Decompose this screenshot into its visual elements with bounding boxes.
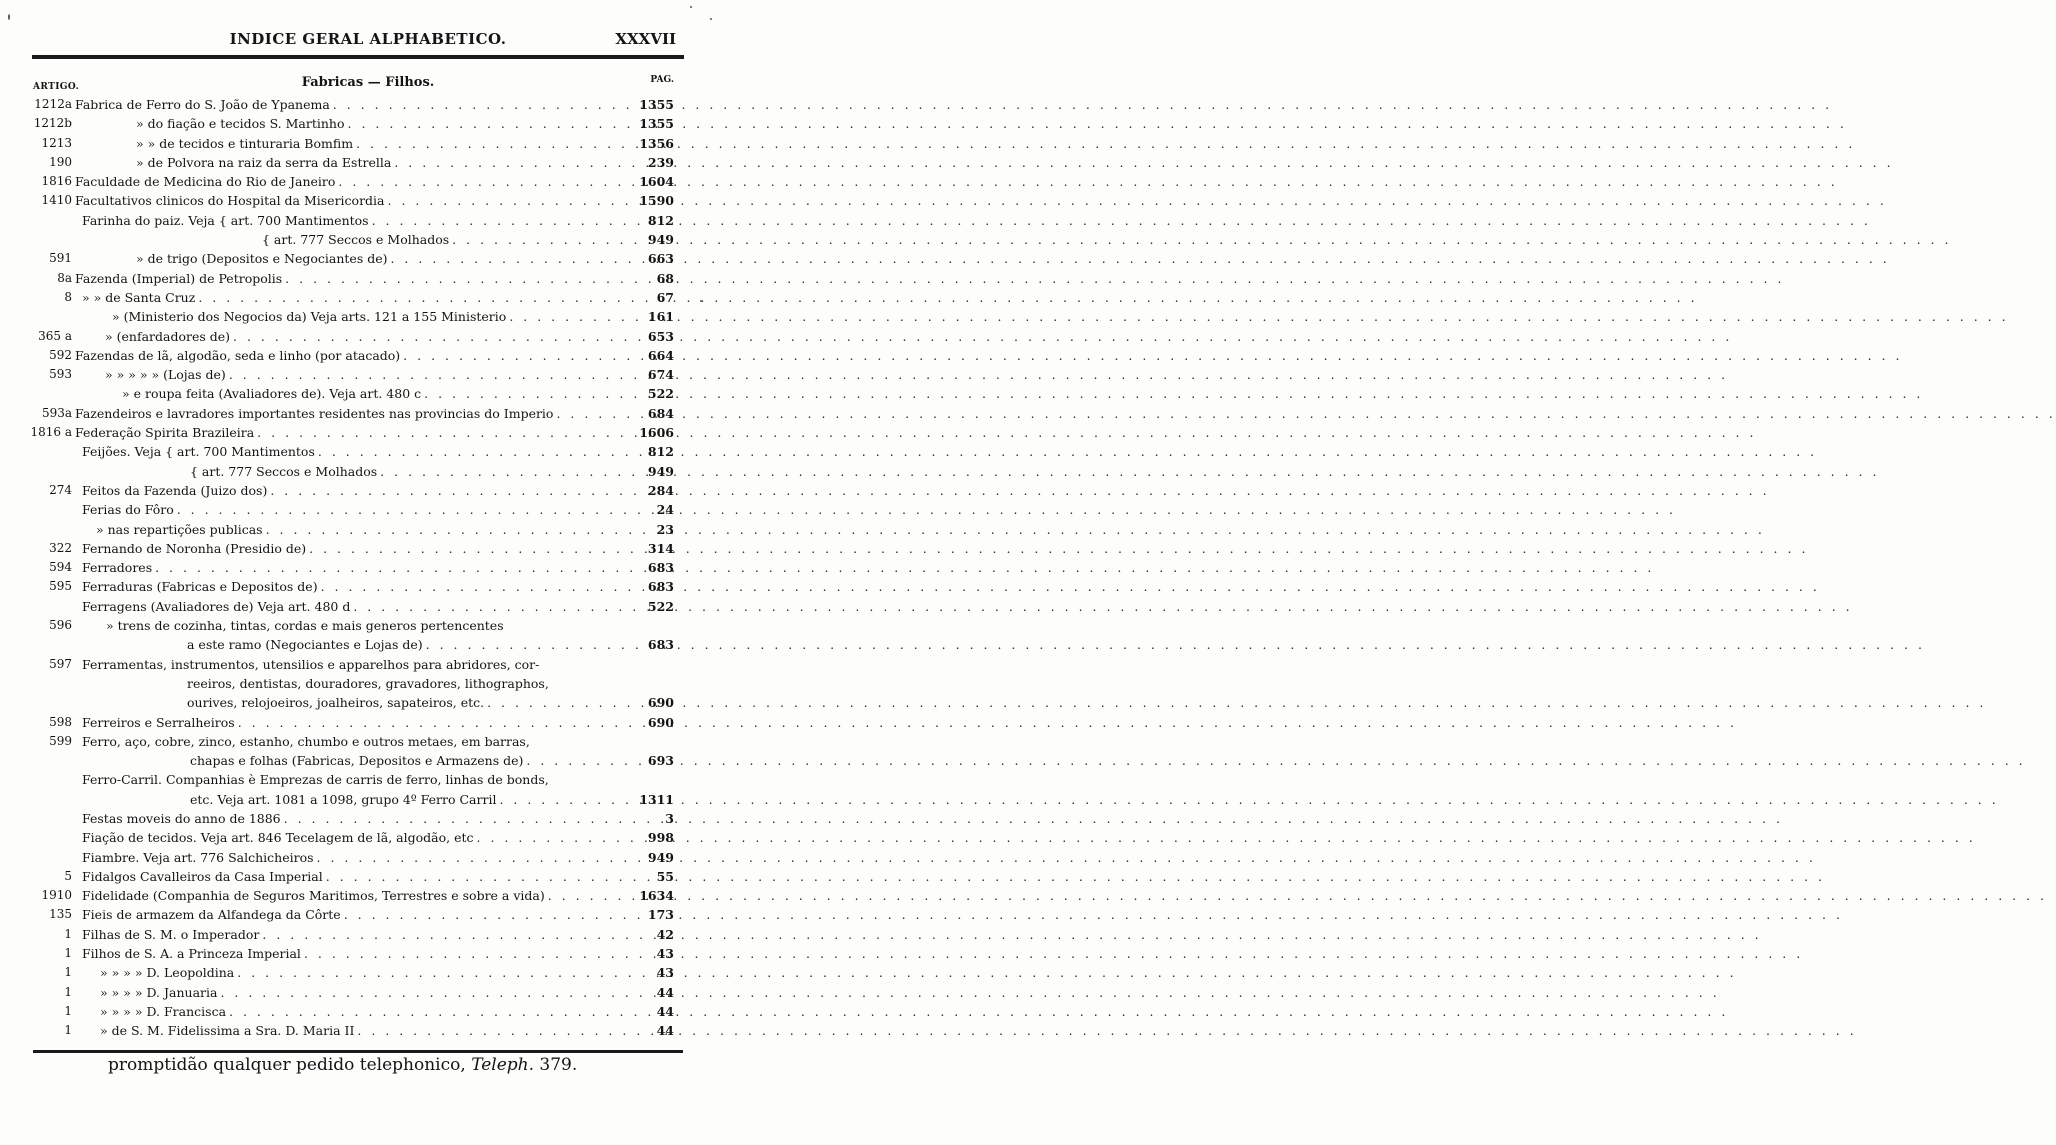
index-entry — [0, 114, 736, 133]
index-entry — [0, 230, 736, 249]
entry-text: Filhas de S. M. o Imperador — [82, 926, 260, 942]
index-entry — [0, 983, 736, 1002]
column-artigo-label: ARTIGO. — [33, 82, 80, 92]
entry-article-number: 1 — [64, 926, 72, 941]
entry-article-number: 1 — [64, 1023, 72, 1038]
entry-text-line — [82, 481, 656, 500]
entry-text-line — [82, 577, 656, 596]
entry-text-line — [136, 134, 656, 153]
entry-text: » trens de cozinha, tintas, cordas e mais generos pertencentes — [106, 618, 504, 634]
index-entry — [0, 365, 736, 384]
entry-text-line — [136, 249, 656, 268]
entry-page-number: 1355 — [639, 97, 674, 112]
entry-text: Fazenda (Imperial) de Petropolis — [75, 270, 283, 286]
entry-page-number: 1590 — [639, 193, 674, 209]
entry-text-line — [82, 558, 656, 577]
entry-page-number: 1356 — [639, 135, 674, 151]
index-entry — [0, 963, 736, 982]
dot-leader — [235, 713, 1737, 732]
index-page — [0, 0, 736, 1145]
entry-page-number: 949 — [647, 849, 674, 865]
index-entry — [0, 1002, 736, 1021]
entry-page-number: 998 — [647, 830, 674, 846]
entry-page-number: 683 — [647, 579, 674, 595]
entry-page-number: 949 — [647, 232, 674, 248]
index-entry — [0, 327, 736, 346]
entry-page-number: 674 — [647, 367, 674, 383]
dot-leader — [400, 346, 1902, 365]
entry-text: » de S. M. Fidelissima a Sra. D. Maria II — [100, 1023, 355, 1039]
index-entry — [0, 346, 736, 365]
entry-text: » do fiação e tecidos S. Martinho — [136, 116, 345, 132]
dot-leader — [226, 1002, 1728, 1021]
entry-text-line — [82, 732, 656, 751]
index-entry — [0, 423, 736, 442]
index-entry — [0, 597, 736, 616]
entry-text: Facultativos clinicos do Hospital da Misericordia — [75, 193, 385, 209]
entry-article-number: 594 — [49, 560, 72, 575]
index-entry — [0, 809, 736, 828]
dot-leader — [369, 211, 1871, 230]
dot-leader — [449, 230, 1951, 249]
entry-text-line — [96, 520, 656, 539]
dot-leader — [484, 693, 1986, 712]
entry-page-number: 3 — [665, 810, 674, 826]
entry-text: Fidelidade (Companhia de Seguros Maritimos, Terrestres e sobre a vida) — [82, 888, 545, 904]
footer-tel-label: Teleph. — [471, 1055, 534, 1075]
entry-text-line — [82, 442, 656, 461]
entry-text: » (Ministerio dos Negocios da) Veja arts. 121 a 155 Ministerio — [112, 309, 507, 325]
entry-page-number: 284 — [647, 482, 674, 498]
entry-page-number: 67 — [656, 289, 674, 305]
dot-leader — [315, 442, 1817, 461]
page-title: INDICE GERAL ALPHABETICO. — [229, 30, 507, 48]
entry-article-number: 1212b — [33, 116, 72, 131]
dot-leader — [474, 828, 1976, 847]
dot-leader — [335, 172, 1837, 191]
ink-speck — [710, 18, 712, 20]
dot-leader — [387, 249, 1889, 268]
index-entry — [0, 828, 736, 847]
index-entry — [0, 635, 736, 654]
entry-page-number: 653 — [647, 328, 674, 344]
entry-article-number: 322 — [49, 540, 72, 555]
ink-speck — [700, 300, 702, 302]
footer-line — [108, 1055, 577, 1075]
index-entry — [0, 539, 736, 558]
dot-leader — [195, 288, 1697, 307]
entry-text: reeiros, dentistas, douradores, gravadores, lithographos, — [187, 675, 549, 691]
entry-article-number: 1410 — [41, 193, 72, 208]
entry-page-number: 42 — [656, 926, 674, 942]
entry-text: ourives, relojoeiros, joalheiros, sapateiros, etc. — [187, 695, 485, 711]
entry-page-number: 1604 — [639, 174, 674, 190]
entry-text-line — [82, 944, 656, 963]
index-entry — [0, 713, 736, 732]
dot-leader — [254, 423, 1756, 442]
dot-leader — [318, 577, 1820, 596]
entry-page-number: 664 — [647, 347, 674, 363]
entry-text-line — [75, 191, 656, 210]
entry-article-number: 592 — [49, 347, 72, 362]
entry-text: Fazendeiros e lavradores importantes residentes nas provincias do Imperio — [75, 405, 554, 421]
entry-text: Fidalgos Cavalleiros da Casa Imperial — [82, 868, 323, 884]
index-entry — [0, 481, 736, 500]
entry-text-line — [105, 327, 656, 346]
entry-page-number: 1634 — [639, 888, 674, 904]
entry-text: Filhos de S. A. a Princeza Imperial — [82, 946, 301, 962]
entry-text: » nas repartições publicas — [96, 521, 263, 537]
entry-text: Fiambre. Veja art. 776 Salchicheiros — [82, 849, 314, 865]
dot-leader — [314, 848, 1816, 867]
dot-leader — [353, 134, 1855, 153]
entry-page-number: 24 — [656, 502, 674, 518]
entry-text: Fazendas de lã, algodão, seda e linho (por atacado) — [75, 347, 401, 363]
index-entry — [0, 462, 736, 481]
entry-text-line — [75, 95, 656, 114]
entry-page-number: 43 — [656, 946, 674, 962]
column-pag-label: PAG. — [650, 75, 674, 85]
entry-text-line — [112, 307, 656, 326]
entry-page-number: 68 — [656, 270, 674, 286]
entry-page-number: 522 — [647, 598, 674, 614]
entry-text-line — [82, 828, 656, 847]
index-entry — [0, 558, 736, 577]
entry-article-number: 1 — [64, 946, 72, 961]
entry-article-number: 597 — [49, 656, 72, 671]
index-entry — [0, 288, 736, 307]
entry-text: Ferro-Carril. Companhias è Emprezas de carris de ferro, linhas de bonds, — [82, 772, 549, 788]
entry-text-line — [187, 674, 656, 693]
dot-leader — [354, 1021, 1856, 1040]
index-entry — [0, 1021, 736, 1040]
entry-text-line — [100, 963, 656, 982]
entry-page-number: 522 — [647, 386, 674, 402]
dot-leader — [259, 925, 1761, 944]
page-number-roman: XXXVII — [615, 30, 676, 48]
entry-article-number: 598 — [49, 714, 72, 729]
entry-article-number: 135 — [49, 907, 72, 922]
dot-leader — [496, 790, 1998, 809]
entry-page-number: 812 — [647, 444, 674, 460]
entry-article-number: 1213 — [41, 135, 72, 150]
entry-page-number: 23 — [656, 521, 674, 537]
index-entry — [0, 191, 736, 210]
index-entry — [0, 674, 736, 693]
entry-page-number: 683 — [647, 560, 674, 576]
dot-leader — [330, 95, 1832, 114]
entry-page-number: 812 — [647, 212, 674, 228]
index-entry — [0, 848, 736, 867]
entry-article-number: 593a — [41, 405, 72, 420]
index-entry — [0, 944, 736, 963]
dot-leader — [506, 307, 2008, 326]
index-entry — [0, 134, 736, 153]
entry-text-line — [82, 288, 656, 307]
entry-text: Fabrica de Ferro do S. João de Ypanema — [75, 97, 330, 112]
entry-article-number: 1212a — [34, 97, 72, 111]
index-entry — [0, 577, 736, 596]
index-entry — [0, 770, 736, 789]
entry-page-number: 690 — [647, 695, 674, 711]
entry-text-line — [190, 790, 656, 809]
dot-leader — [281, 809, 1783, 828]
entry-text-line — [82, 809, 656, 828]
dot-leader — [553, 404, 2055, 423]
index-entry — [0, 616, 736, 635]
index-entry — [0, 520, 736, 539]
entry-article-number: 5 — [64, 868, 72, 883]
entry-text: Feijões. Veja { art. 700 Mantimentos — [82, 444, 315, 460]
entry-page-number: 44 — [656, 1003, 674, 1019]
entry-article-number: 595 — [49, 579, 72, 594]
entry-text-line — [75, 172, 656, 191]
footer-rule — [33, 1050, 683, 1053]
entry-text: Ferradores — [82, 560, 153, 576]
entry-text: » » de Santa Cruz — [82, 289, 196, 305]
dot-leader — [217, 983, 1719, 1002]
entry-text-line — [262, 230, 656, 249]
entry-text: » e roupa feita (Avaliadores de). Veja art. 480 c — [122, 386, 422, 402]
entry-text-line — [100, 1002, 656, 1021]
entry-page-number: 1606 — [639, 425, 674, 441]
entry-text: Ferraduras (Fabricas e Depositos de) — [82, 579, 318, 595]
dot-leader — [323, 867, 1825, 886]
entry-article-number: 1910 — [41, 888, 72, 903]
entry-article-number: 8a — [57, 270, 72, 285]
index-entry — [0, 442, 736, 461]
entry-text-line — [105, 365, 656, 384]
entry-text-line — [82, 867, 656, 886]
entry-text-line — [82, 500, 656, 519]
entry-text-line — [190, 751, 656, 770]
entry-text-line — [136, 153, 656, 172]
dot-leader — [306, 539, 1808, 558]
index-entries — [0, 95, 736, 1041]
dot-leader — [152, 558, 1654, 577]
entry-text-line — [82, 886, 656, 905]
entry-text: a este ramo (Negociantes e Lojas de) — [187, 637, 423, 653]
entry-text: » » de tecidos e tinturaria Bomfim — [136, 135, 354, 151]
entry-text: Ferias do Fôro — [82, 502, 174, 518]
dot-leader — [174, 500, 1676, 519]
entry-text-line — [82, 211, 656, 230]
dot-leader — [341, 905, 1843, 924]
entry-page-number: 314 — [647, 540, 674, 556]
entry-text: { art. 777 Seccos e Molhados — [262, 232, 450, 248]
dot-leader — [377, 462, 1879, 481]
index-entry — [0, 886, 736, 905]
entry-page-number: 55 — [656, 868, 674, 884]
entry-page-number: 684 — [647, 405, 674, 421]
entry-text: { art. 777 Seccos e Molhados — [190, 463, 378, 479]
entry-text-line — [75, 423, 656, 442]
entry-page-number: 43 — [656, 965, 674, 981]
entry-text: Federação Spirita Brazileira — [75, 425, 255, 441]
entry-text-line — [122, 384, 656, 403]
dot-leader — [385, 191, 1887, 210]
entry-page-number: 693 — [647, 753, 674, 769]
index-entry — [0, 404, 736, 423]
index-entry — [0, 693, 736, 712]
ink-speck — [690, 6, 692, 8]
entry-text: » de Polvora na raiz da serra da Estrella — [136, 154, 392, 170]
entry-page-number: 239 — [647, 154, 674, 170]
entry-article-number: 591 — [49, 251, 72, 266]
entry-article-number: 8 — [64, 289, 72, 304]
entry-text-line — [187, 693, 656, 712]
entry-article-number: 1816 — [41, 174, 72, 189]
entry-text-line — [82, 597, 656, 616]
entry-page-number: 690 — [647, 714, 674, 730]
index-entry — [0, 732, 736, 751]
entry-text-line — [75, 346, 656, 365]
dot-leader — [230, 327, 1732, 346]
entry-text-line — [187, 635, 656, 654]
entry-text-line — [82, 905, 656, 924]
entry-article-number: 593 — [49, 367, 72, 382]
dot-leader — [523, 751, 2025, 770]
header-rule — [32, 55, 684, 59]
footer-tel-number: 379. — [539, 1055, 578, 1075]
entry-text: Fieis de armazem da Alfandega da Côrte — [82, 907, 341, 923]
dot-leader — [545, 886, 2047, 905]
entry-page-number: 683 — [647, 637, 674, 653]
dot-leader — [345, 114, 1847, 133]
index-entry — [0, 153, 736, 172]
index-entry — [0, 905, 736, 924]
entry-text: Feitos da Fazenda (Juizo dos) — [82, 482, 268, 498]
entry-page-number: 949 — [647, 463, 674, 479]
entry-article-number: 596 — [49, 618, 72, 633]
entry-text-line — [82, 655, 656, 674]
index-entry — [0, 172, 736, 191]
index-entry — [0, 790, 736, 809]
index-entry — [0, 384, 736, 403]
entry-text: » » » » D. Francisca — [100, 1003, 227, 1019]
index-entry — [0, 95, 736, 114]
entry-article-number: 1 — [64, 1003, 72, 1018]
entry-page-number: 161 — [647, 309, 674, 325]
dot-leader — [267, 481, 1769, 500]
dot-leader — [226, 365, 1728, 384]
entry-text: etc. Veja art. 1081 a 1098, grupo 4º Ferro Carril — [190, 791, 497, 807]
entry-text: chapas e folhas (Fabricas, Depositos e Armazens de) — [190, 753, 524, 769]
entry-text-line — [100, 1021, 656, 1040]
entry-text: Ferro, aço, cobre, zinco, estanho, chumbo e outros metaes, em barras, — [82, 733, 530, 749]
entry-text-line — [82, 713, 656, 732]
entry-article-number: 190 — [49, 154, 72, 169]
entry-text: Festas moveis do anno de 1886 — [82, 810, 281, 826]
index-entry — [0, 751, 736, 770]
entry-text: Ferragens (Avaliadores de) Veja art. 480 d — [82, 598, 351, 614]
index-entry — [0, 867, 736, 886]
entry-text-line — [82, 539, 656, 558]
entry-page-number: 173 — [647, 907, 674, 923]
entry-text-line — [82, 848, 656, 867]
entry-text: Fernando de Noronha (Presidio de) — [82, 540, 307, 556]
dot-leader — [301, 944, 1803, 963]
dot-leader — [282, 269, 1784, 288]
entry-article-number: 1816 a — [30, 425, 72, 440]
index-entry — [0, 269, 736, 288]
entry-text-line — [100, 983, 656, 1002]
entry-text: Fiação de tecidos. Veja art. 846 Tecelagem de lã, algodão, etc — [82, 830, 474, 846]
dot-leader — [350, 597, 1852, 616]
entry-article-number: 274 — [49, 482, 72, 497]
entry-page-number: 44 — [656, 984, 674, 1000]
entry-text-line — [106, 616, 656, 635]
entry-text: Ferreiros e Serralheiros — [82, 714, 235, 730]
entry-text: » de trigo (Depositos e Negociantes de) — [136, 251, 388, 267]
index-entry — [0, 211, 736, 230]
index-entry — [0, 925, 736, 944]
entry-text: » » » » D. Leopoldina — [100, 965, 235, 981]
footer-text: promptidão qualquer pedido telephonico, — [108, 1055, 466, 1075]
entry-text-line — [136, 114, 656, 133]
dot-leader — [391, 153, 1893, 172]
index-entry — [0, 500, 736, 519]
entry-text: » (enfardadores de) — [105, 328, 231, 344]
entry-page-number: 1311 — [639, 791, 674, 807]
index-entry — [0, 655, 736, 674]
entry-text: » » » » D. Januaria — [100, 984, 218, 1000]
entry-article-number: 365 a — [38, 328, 72, 343]
entry-page-number: 44 — [656, 1023, 674, 1039]
section-heading: Fabricas — Filhos. — [301, 75, 435, 90]
entry-article-number: 599 — [49, 733, 72, 748]
entry-text-line — [190, 462, 656, 481]
index-entry — [0, 249, 736, 268]
entry-article-number: 1 — [64, 984, 72, 999]
entry-article-number: 1 — [64, 965, 72, 980]
entry-text: Farinha do paiz. Veja { art. 700 Mantimentos — [82, 212, 369, 228]
entry-page-number: 663 — [647, 251, 674, 267]
entry-text-line — [75, 404, 656, 423]
ink-speck — [8, 14, 10, 20]
entry-text: Ferramentas, instrumentos, utensilios e apparelhos para abridores, cor- — [82, 656, 540, 672]
entry-page-number: 1355 — [639, 116, 674, 132]
index-entry — [0, 307, 736, 326]
entry-text: Faculdade de Medicina do Rio de Janeiro — [75, 174, 336, 190]
dot-leader — [263, 520, 1765, 539]
entry-text-line — [82, 925, 656, 944]
entry-text-line — [82, 770, 656, 789]
dot-leader — [234, 963, 1736, 982]
entry-text: » » » » » (Lojas de) — [105, 367, 226, 383]
entry-text-line — [75, 269, 656, 288]
